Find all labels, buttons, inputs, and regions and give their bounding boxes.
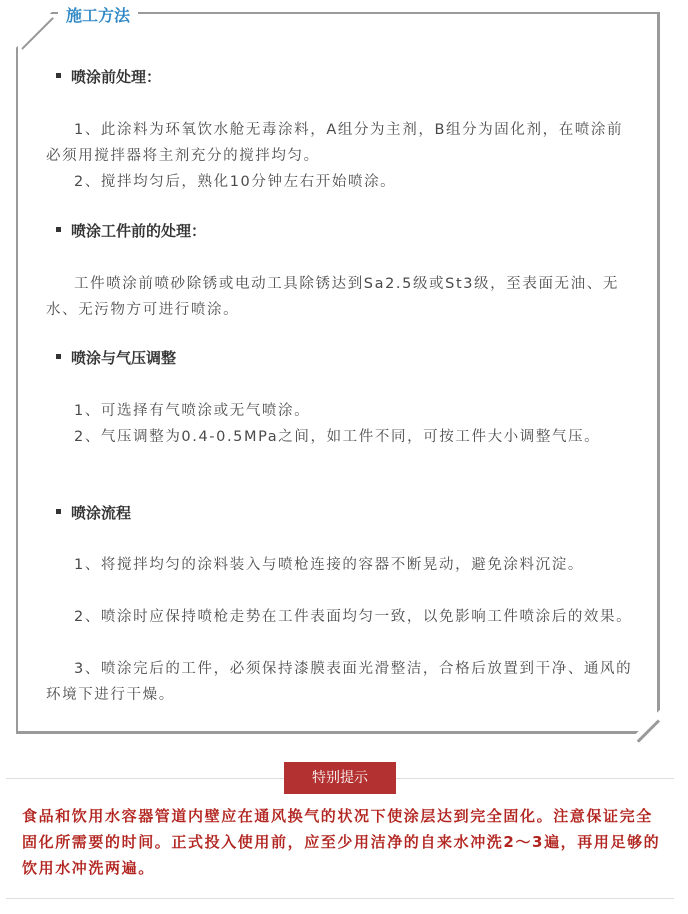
paragraph: 1、此涂料为环氧饮水舱无毒涂料，A组分为主剂，B组分为固化剂，在喷涂前必须用搅拌器将主剂充分的搅拌均匀。 [46,122,624,164]
bullet-icon [56,509,61,514]
heading-pre-spray: 喷涂前处理： [56,66,161,88]
paragraph: 1、将搅拌均匀的涂料装入与喷枪连接的容器不断晃动，避免涂料沉淀。 [74,557,584,573]
divider [6,898,674,899]
section-title: 施工方法 [58,4,138,28]
heading-process: 喷涂流程 [56,502,131,524]
paragraph: 2、喷涂时应保持喷枪走势在工件表面均匀一致，以免影响工件喷涂后的效果。 [74,609,633,625]
bullet-icon [56,73,61,78]
heading-pressure: 喷涂与气压调整 [56,347,176,369]
bullet-icon [56,227,61,232]
paragraph: 3、喷涂完后的工件，必须保持漆膜表面光滑整洁，合格后放置到干净、通风的环境下进行干燥。 [46,661,633,703]
frame-corner-top-left [14,10,54,50]
paragraph: 工件喷涂前喷砂除锈或电动工具除锈达到Sa2.5级或St3级，至表面无油、无水、无污物方可进行喷涂。 [46,276,619,318]
tip-badge: 特别提示 [284,762,396,794]
paragraph: 2、搅拌均匀后，熟化10分钟左右开始喷涂。 [74,174,397,190]
paragraph: 2、气压调整为0.4-0.5MPa之间，如工件不同，可按工件大小调整气压。 [74,429,601,445]
heading-workpiece-prep: 喷涂工件前的处理： [56,220,206,242]
notice-text: 食品和饮用水容器管道内壁应在通风换气的状况下使涂层达到完全固化。注意保证完全固化所需要的时间。正式投入使用前，应至少用洁净的自来水冲洗2～3遍，再用足够的饮用水冲洗两遍。 [22,807,661,877]
paragraph: 1、可选择有气喷涂或无气喷涂。 [74,403,311,419]
bullet-icon [56,354,61,359]
